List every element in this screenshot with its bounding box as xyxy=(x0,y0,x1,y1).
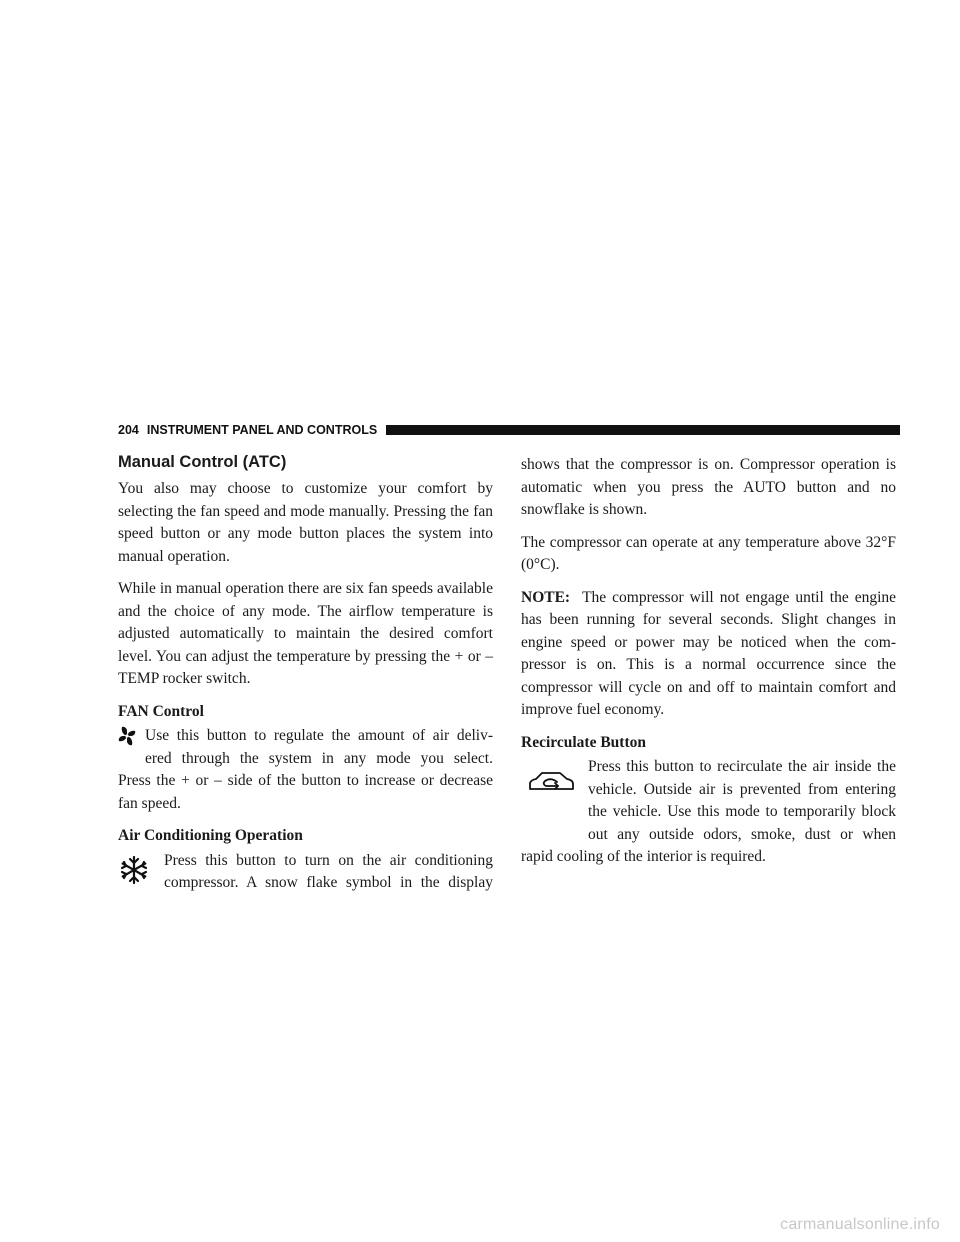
ac-operation-line-1: Press this button to turn on the air conditioning xyxy=(164,851,493,869)
recirculate-rest: rapid cooling of the interior is required. xyxy=(521,848,766,865)
fan-control-line-2: ered through the system in any mode you select. xyxy=(145,749,493,767)
manual-control-paragraph-1: You also may choose to customize your comfort by selecting the fan speed and mode manually. Pressing the fan speed button or any mode button places the system into manual operation. xyxy=(118,480,493,565)
recirculate-line-3: the vehicle. Use this mode to temporarily block xyxy=(588,803,896,820)
manual-control-heading: Manual Control (ATC) xyxy=(118,453,287,471)
compressor-paragraph-2: The compressor can operate at any temperature above 32°F (0°C). xyxy=(521,533,896,573)
fan-control-paragraph xyxy=(118,725,493,815)
snowflake-icon xyxy=(118,854,150,894)
fan-control-rest: Press the + or – side of the button to increase or decrease fan speed. xyxy=(118,772,493,812)
header-rule xyxy=(386,425,900,435)
recirculate-line-2: vehicle. Outside air is prevented from entering xyxy=(588,780,896,798)
fan-control-line-1: Use this button to regulate the amount of air deliv- xyxy=(145,727,493,744)
note-text: The compressor will not engage until the engine has been running for several seconds. Slight changes in engine speed or power may be noticed when the com- pressor is on. This is a normal occurrence since the compressor will cycle on and off to maintain comfort and improve fuel economy. xyxy=(521,588,897,718)
note-label: NOTE: xyxy=(521,588,571,606)
ac-operation-line-2: compressor. A snow flake symbol in the display xyxy=(164,874,493,891)
recirculate-line-4: out any outside odors, smoke, dust or when xyxy=(588,825,896,843)
ac-operation-heading: Air Conditioning Operation xyxy=(118,827,303,844)
fan-control-heading: FAN Control xyxy=(118,702,204,720)
page-header xyxy=(118,422,900,438)
ac-operation-paragraph xyxy=(118,850,493,895)
note-paragraph xyxy=(521,587,896,722)
right-column xyxy=(521,454,896,879)
watermark: carmanualsonline.info xyxy=(780,1216,940,1233)
left-column xyxy=(118,452,493,905)
compressor-paragraph-1: shows that the compressor is on. Compressor operation is automatic when you press the AUTO button and no snowflake is shown. xyxy=(521,456,896,518)
recirculate-line-1: Press this button to recirculate the air inside the xyxy=(588,758,896,775)
fan-icon xyxy=(118,725,136,755)
recirculate-icon xyxy=(527,770,575,804)
recirculate-heading: Recirculate Button xyxy=(521,733,646,751)
manual-control-paragraph-2: While in manual operation there are six fan speeds available and the choice of any mode. The airflow temperature is adjusted automatically to maintain the desired comfort level. You can adjust the temperature by pressing the + or – TEMP rocker switch. xyxy=(118,580,493,687)
page-number: 204 xyxy=(118,423,139,437)
recirculate-paragraph xyxy=(521,756,896,869)
section-title: INSTRUMENT PANEL AND CONTROLS xyxy=(146,423,378,437)
